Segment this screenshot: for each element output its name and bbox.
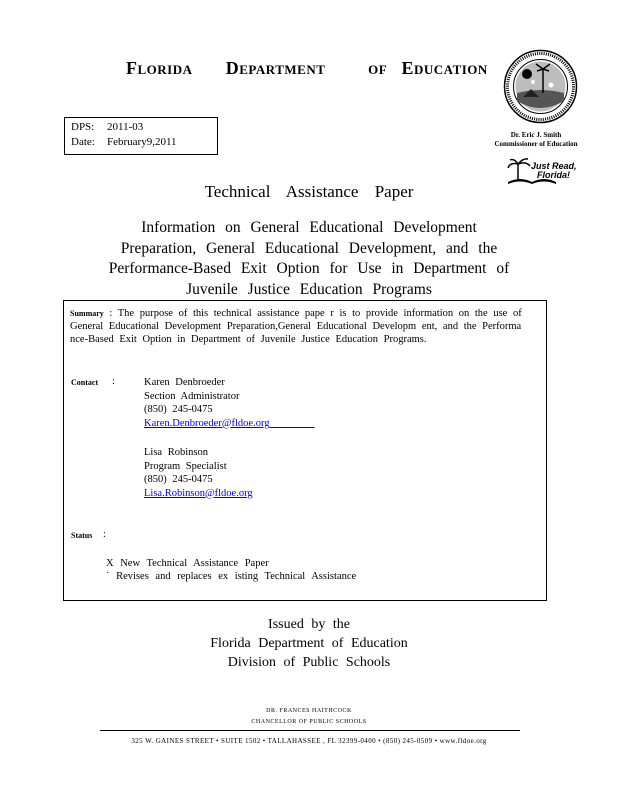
document-subtitle (74, 218, 544, 300)
issued-line: Division of Public Schools (227, 655, 391, 670)
title-word-of: OF (368, 62, 388, 77)
contact-email-link[interactable]: Karen.Denbroeder@fldoe.org (144, 417, 270, 429)
commissioner-block (486, 131, 586, 149)
logo-line-1: Just Read, (531, 161, 577, 171)
status-text: New Technical Assistance Paper (120, 558, 269, 569)
contact-person-2 (144, 446, 253, 500)
status-mark: ˙ (106, 571, 110, 582)
agency-name (126, 58, 488, 79)
status-option-new (106, 557, 356, 570)
commissioner-title: Commissioner of Education (494, 140, 578, 148)
contact-role: Section Administrator (144, 390, 240, 402)
status-mark: X (106, 558, 114, 569)
contact-phone: (850) 245-0475 (144, 474, 213, 485)
status-text: Revises and replaces ex isting Technical Assistance (116, 571, 357, 582)
commissioner-name: Dr. Eric J. Smith (510, 131, 562, 139)
dps-number: 2011-03 (107, 121, 144, 133)
issued-by-block (0, 615, 618, 672)
title-word-ducation: DUCATION (413, 62, 488, 77)
issued-line: Issued by the (268, 617, 350, 632)
footer-address: 325 W. GAINES STREET • SUITE 1502 • TALLAHASSEE , FL 32399-0400 • (850) 245-0509 • www.fldoe.org (131, 737, 487, 745)
contact-name: Karen Denbroeder (144, 377, 225, 388)
subtitle-line: Preparation, General Educational Development, and the (120, 239, 498, 257)
contact-name: Lisa Robinson (144, 447, 208, 458)
summary-section (70, 307, 540, 346)
date-value: February9,2011 (107, 136, 177, 148)
date-row (71, 136, 177, 148)
email-underline-tail (270, 418, 315, 429)
contact-phone: (850) 245-0475 (144, 404, 213, 415)
florida-state-seal-icon (503, 49, 578, 124)
issued-line: Florida Department of Education (210, 636, 408, 651)
status-option-revises (106, 570, 356, 583)
contact-role: Program Specialist (144, 460, 227, 472)
subtitle-line: Information on General Educational Development (141, 219, 477, 236)
summary-text: : The purpose of this technical assistance pape r is to provide information on the use of General Educational Development Preparation,General Educational Developm ent, and the Performa nce-Based Exit Option in Department of Juvenile Justice Education Programs. (70, 308, 522, 345)
title-word-epartment: EPARTMENT (239, 62, 326, 77)
date-label: Date: (71, 136, 95, 148)
dps-info-box (64, 117, 218, 155)
chancellor-block (0, 706, 618, 728)
contact-person-1 (144, 376, 315, 430)
contact-label: Contact (71, 378, 99, 387)
summary-label: Summary (70, 309, 104, 318)
title-initial-d: D (225, 58, 240, 78)
contact-email-link[interactable]: Lisa.Robinson@fldoe.org (144, 487, 253, 499)
dps-row (71, 121, 143, 133)
subtitle-line: Juvenile Justice Education Programs (186, 280, 432, 298)
footer-divider (100, 730, 520, 731)
contact-colon: : (112, 376, 115, 387)
just-read-florida-text (531, 162, 577, 180)
title-initial-f: F (126, 58, 138, 78)
status-colon: : (103, 529, 106, 540)
document-type-title: Technical Assistance Paper (204, 182, 414, 201)
chancellor-name: DR. FRANCES HAITHCOCK (266, 708, 352, 714)
logo-line-2: Florida! (537, 170, 570, 180)
status-options (106, 557, 356, 583)
title-initial-e: E (401, 58, 414, 78)
status-label: Status (71, 531, 93, 540)
subtitle-line: Performance-Based Exit Option for Use in Department of (108, 260, 510, 277)
title-word-lorida: LORIDA (137, 62, 193, 77)
chancellor-title: CHANCELLOR OF PUBLIC SCHOOLS (251, 719, 367, 725)
dps-label: DPS: (71, 121, 95, 133)
